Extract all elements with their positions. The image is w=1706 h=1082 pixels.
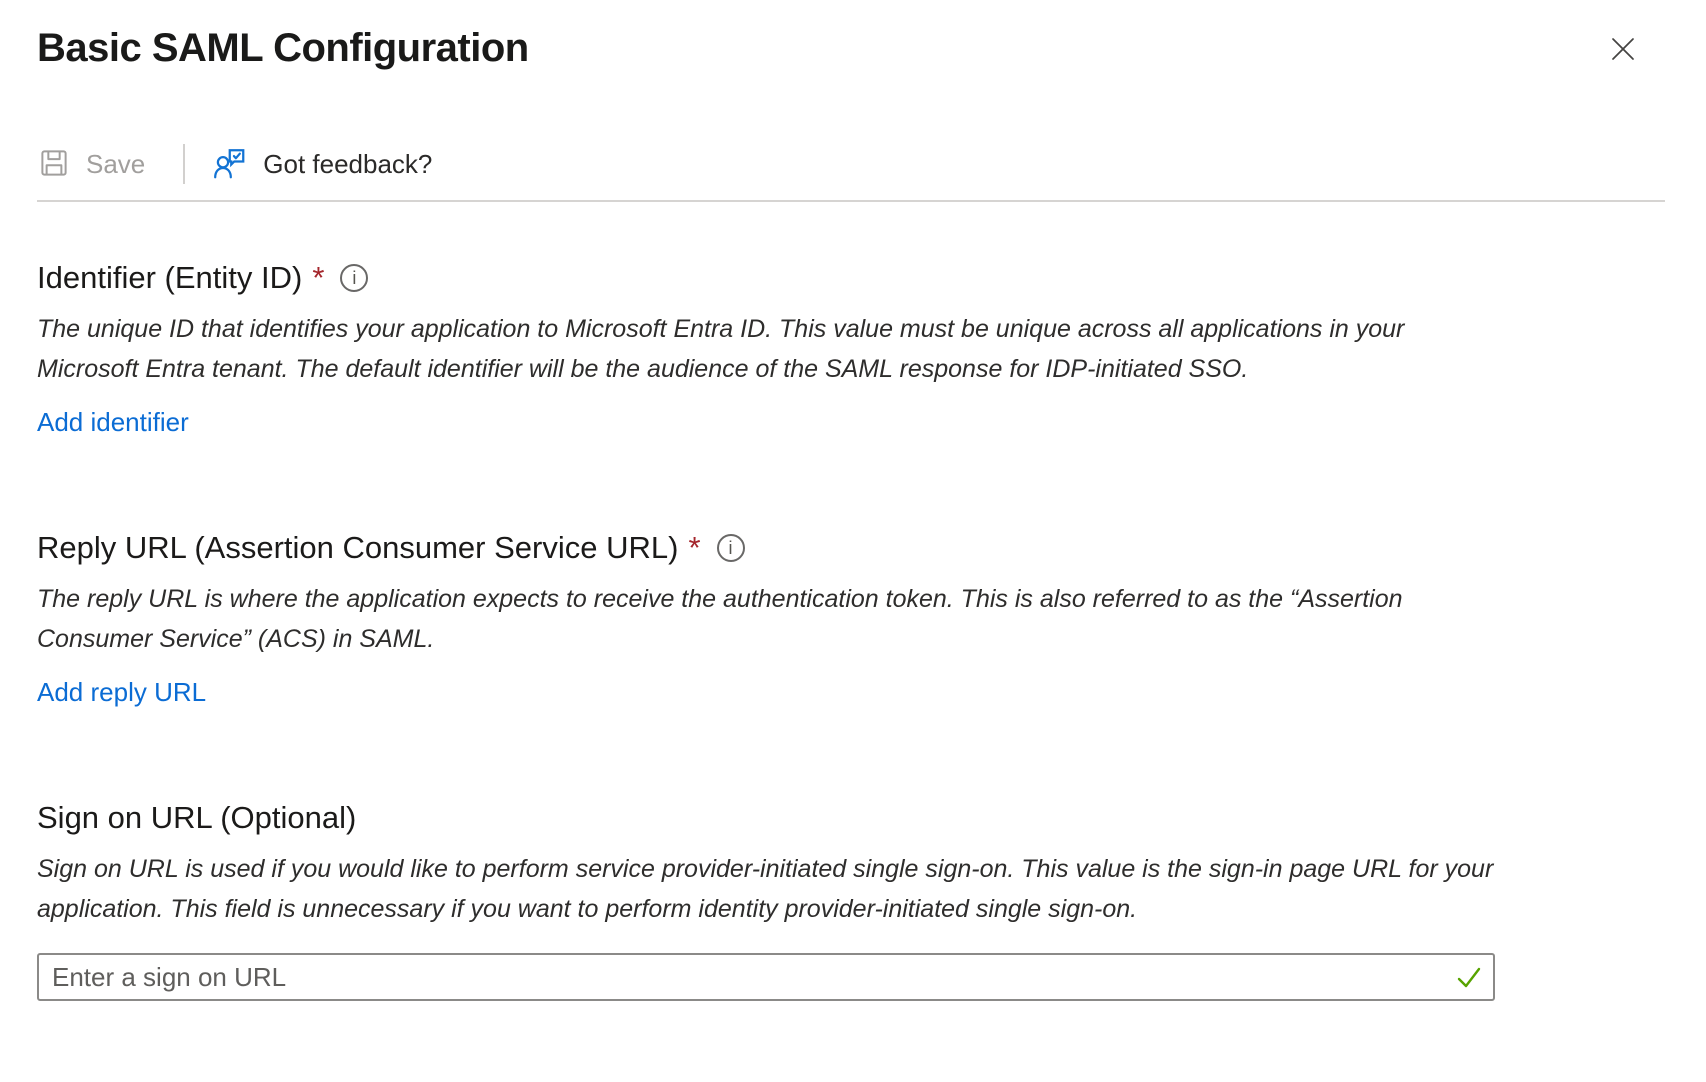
section-sign-on-url	[37, 797, 1666, 1001]
toolbar-divider	[37, 200, 1665, 202]
feedback-icon	[211, 145, 247, 184]
section-identifier-heading: Identifier (Entity ID)	[37, 260, 303, 295]
section-reply-url-heading-row	[37, 527, 1666, 569]
section-identifier-heading-row	[37, 257, 1666, 299]
sign-on-url-field	[37, 953, 1495, 1001]
section-reply-url-heading: Reply URL (Assertion Consumer Service URL)	[37, 530, 679, 565]
close-button[interactable]	[1606, 32, 1640, 66]
info-icon-button[interactable]	[717, 534, 745, 562]
feedback-button-label: Got feedback?	[263, 148, 433, 179]
info-icon-button[interactable]	[340, 264, 368, 292]
save-button[interactable]	[37, 146, 145, 183]
required-asterisk: *	[312, 260, 325, 295]
section-identifier	[37, 257, 1666, 439]
feedback-button[interactable]	[211, 145, 432, 184]
panel-header	[37, 24, 1666, 72]
info-icon: i	[717, 534, 745, 562]
command-bar	[37, 142, 1666, 186]
add-reply-url-link[interactable]: Add reply URL	[37, 677, 207, 707]
section-sign-on-url-description: Sign on URL is used if you would like to perform service provider-initiated single sign-on. This value is the sign-in page URL for your application. This field is unnecessary if you want to perform identity provider-initiated single sign-on.	[37, 855, 1494, 923]
section-sign-on-url-heading-row	[37, 797, 1666, 839]
info-icon: i	[340, 264, 368, 292]
required-asterisk: *	[688, 530, 701, 565]
page-title: Basic SAML Configuration	[37, 26, 529, 70]
valid-checkmark-icon	[1455, 963, 1483, 996]
section-reply-url-description: The reply URL is where the application expects to receive the authentication token. This is also referred to as the “Assertion Consumer Service” (ACS) in SAML.	[37, 585, 1403, 653]
save-button-label: Save	[86, 148, 146, 179]
close-icon	[1608, 52, 1638, 67]
section-reply-url	[37, 527, 1666, 709]
sign-on-url-input[interactable]	[37, 953, 1495, 1001]
section-sign-on-url-heading: Sign on URL (Optional)	[37, 800, 357, 835]
save-icon	[37, 146, 71, 183]
add-identifier-link[interactable]: Add identifier	[37, 407, 189, 437]
toolbar-separator	[183, 144, 185, 184]
section-identifier-description: The unique ID that identifies your application to Microsoft Entra ID. This value must be unique across all applications in your Microsoft Entra tenant. The default identifier will be the audience of the SAML response for IDP-initiated SSO.	[37, 315, 1405, 383]
